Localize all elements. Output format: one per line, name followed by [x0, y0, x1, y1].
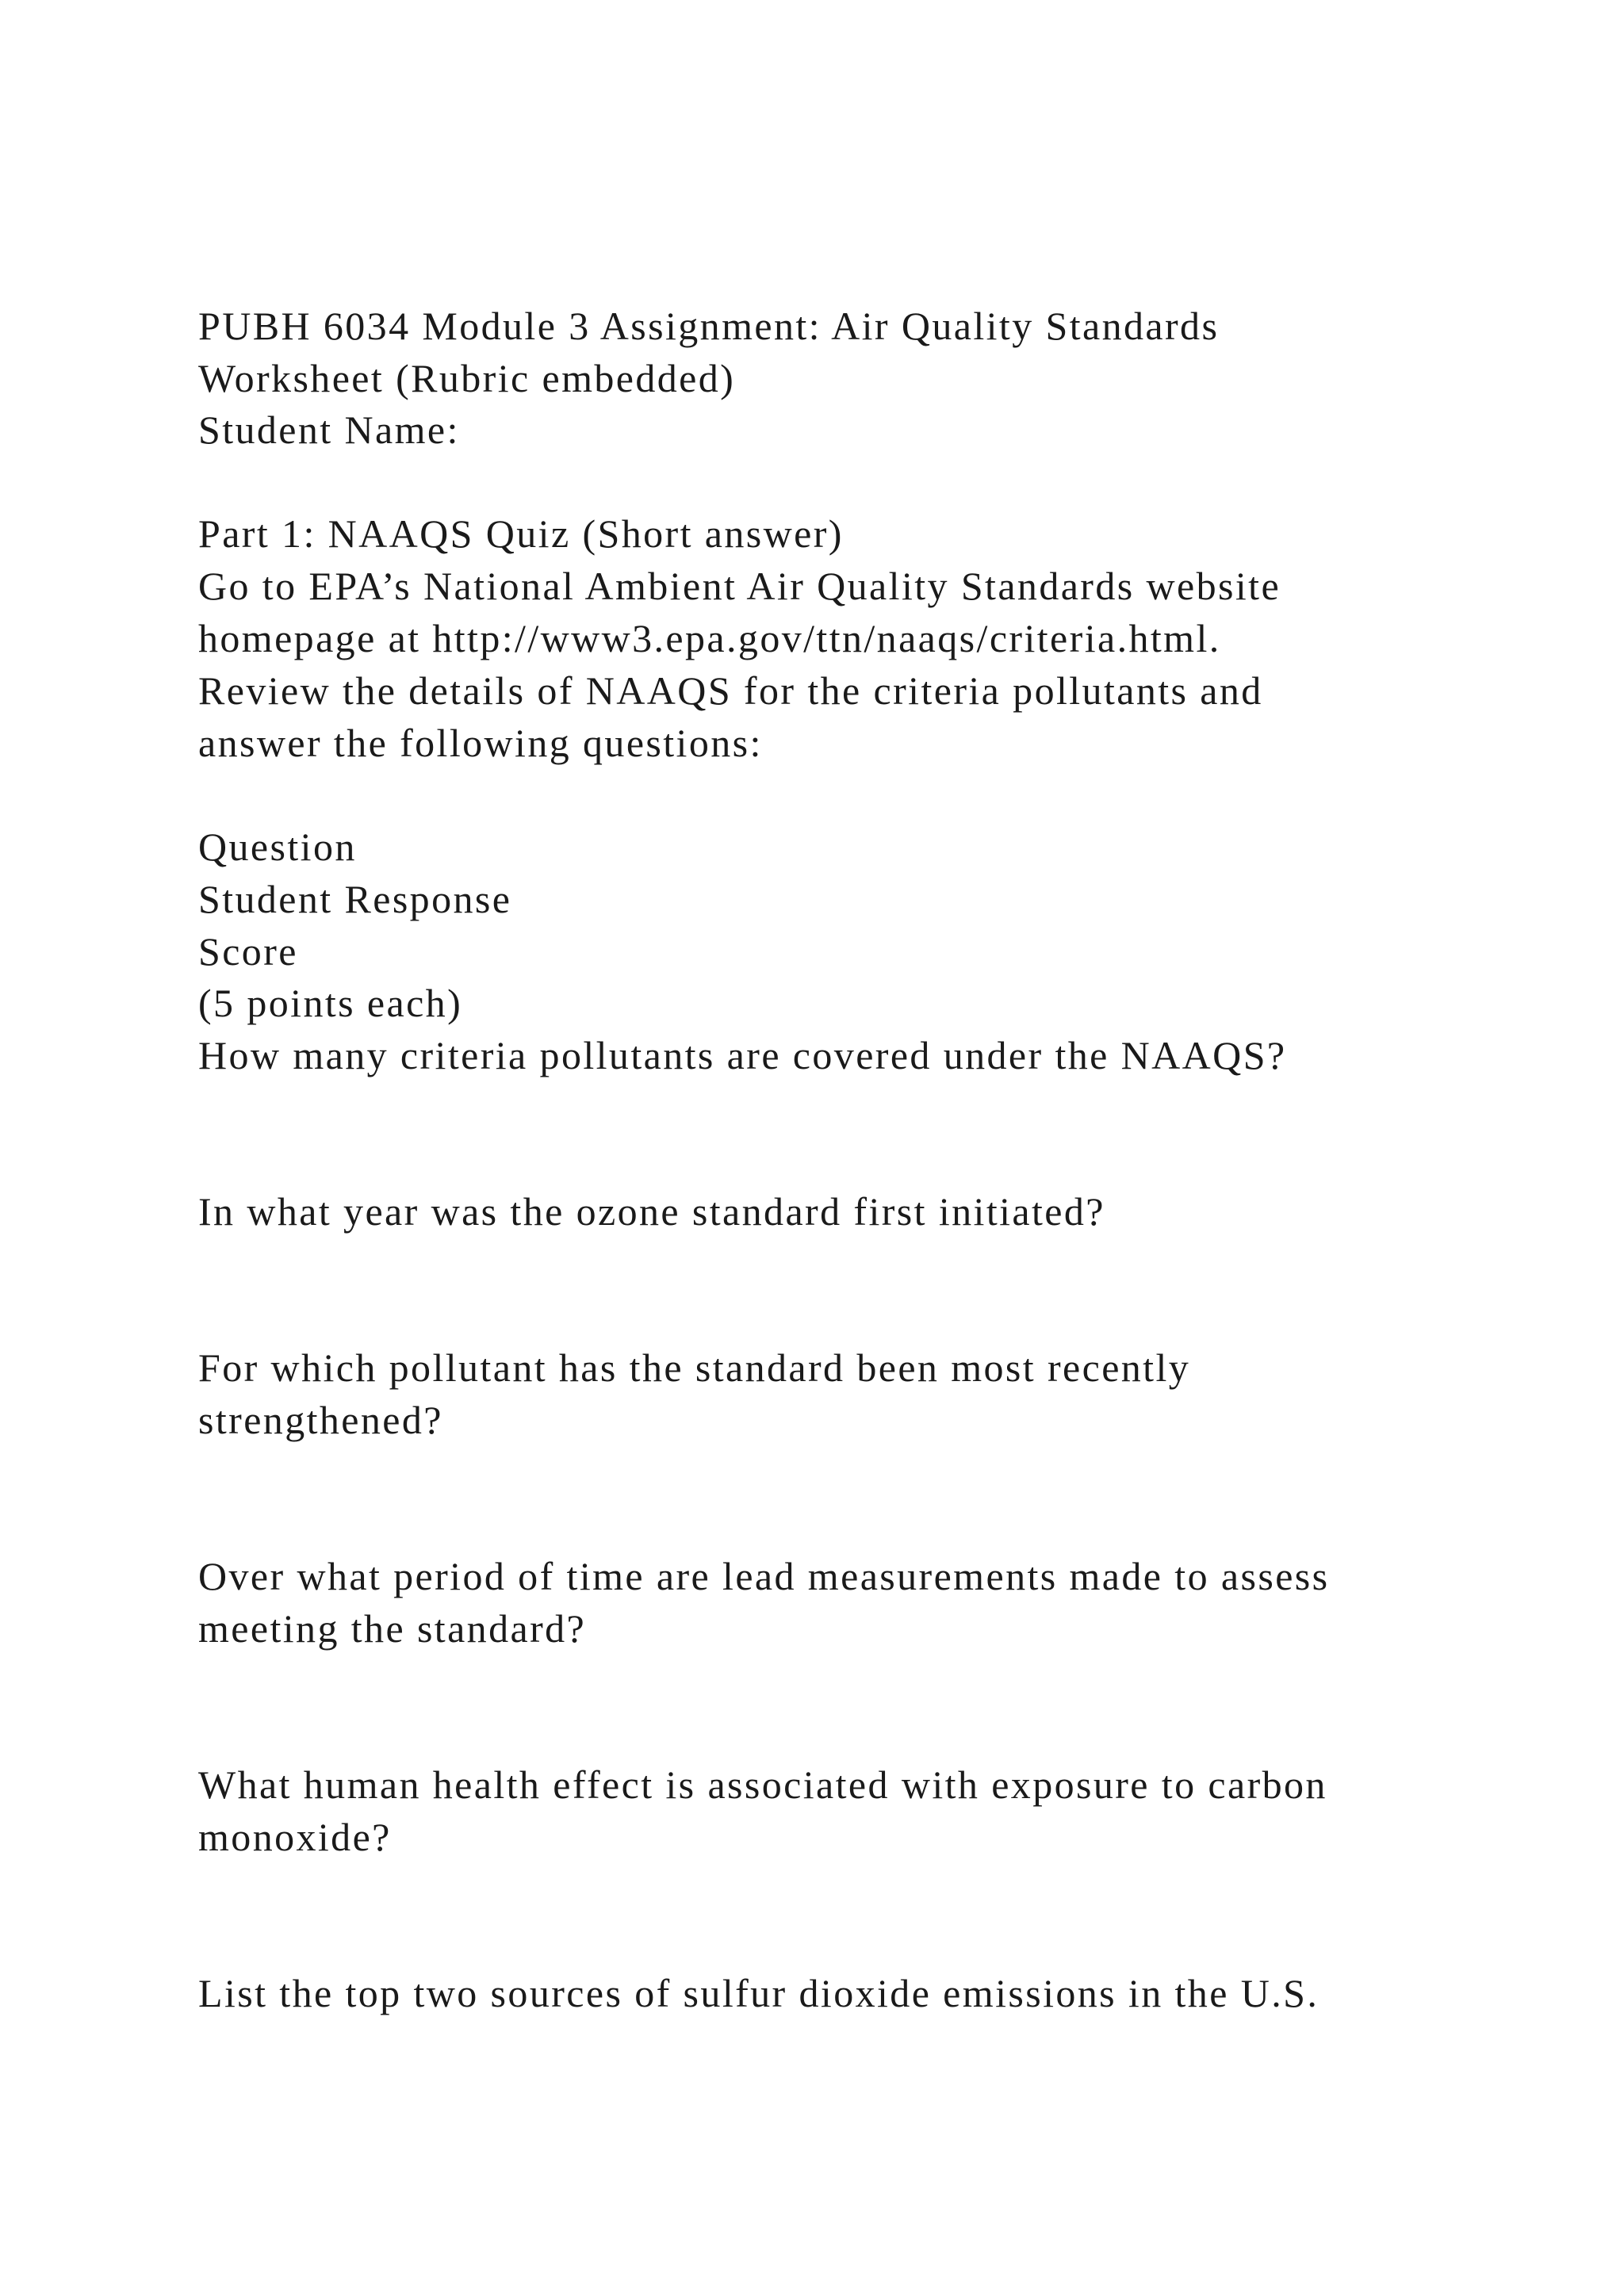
question-1: How many criteria pollutants are covered under the NAAQS? [198, 1033, 1287, 1077]
question-6: List the top two sources of sulfur dioxide emissions in the U.S. [198, 1971, 1320, 2015]
instructions-line-2: homepage at http://www3.epa.gov/ttn/naaqs/criteria.html. [198, 616, 1221, 660]
column-header-student-response: Student Response [198, 877, 512, 921]
instructions-line-3: Review the details of NAAQS for the criteria pollutants and [198, 668, 1263, 713]
instructions-line-4: answer the following questions: [198, 721, 763, 765]
question-3-line-1: For which pollutant has the standard been most recently [198, 1345, 1191, 1390]
question-2: In what year was the ozone standard first initiated? [198, 1189, 1105, 1234]
column-header-score-note: (5 points each) [198, 981, 463, 1025]
instructions-line-1: Go to EPA’s National Ambient Air Quality Standards website [198, 564, 1281, 608]
column-header-score: Score [198, 929, 298, 974]
question-3-line-2: strengthened? [198, 1398, 443, 1442]
question-4-line-1: Over what period of time are lead measurements made to assess [198, 1554, 1330, 1598]
column-header-question: Question [198, 825, 357, 869]
question-5-line-2: monoxide? [198, 1815, 392, 1859]
document-title-line-1: PUBH 6034 Module 3 Assignment: Air Quality Standards [198, 304, 1220, 348]
document-title-line-2: Worksheet (Rubric embedded) [198, 356, 736, 400]
part1-heading: Part 1: NAAQS Quiz (Short answer) [198, 511, 844, 556]
question-5-line-1: What human health effect is associated with exposure to carbon [198, 1762, 1327, 1807]
student-name-label: Student Name: [198, 408, 460, 452]
question-4-line-2: meeting the standard? [198, 1606, 587, 1651]
